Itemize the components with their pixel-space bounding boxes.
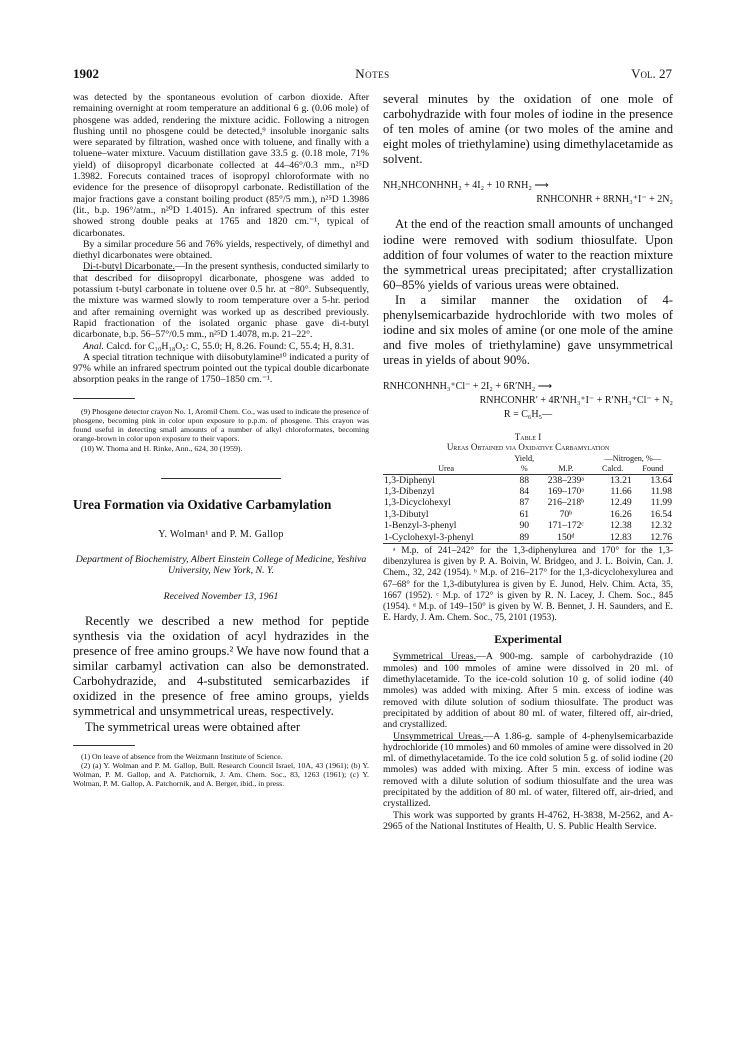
cell-found: 12.76 (650, 531, 672, 543)
table-row (383, 520, 673, 531)
cell-yield: 84 (519, 486, 530, 497)
cell-urea: 1,3-Dicyclohexyl (384, 497, 451, 509)
equation-2-line-2: RNHCONHR′ + 4R′NH₃⁺I⁻ + R′NH₃⁺Cl⁻ + N₂ (479, 395, 673, 407)
cell-urea: 1,3-Diphenyl (384, 474, 435, 486)
table-row (383, 509, 673, 520)
cell-mp: 70ᵇ (559, 508, 573, 520)
cell-mp: 169–170ᵃ (547, 486, 584, 497)
anal-label: Anal. (83, 340, 104, 352)
footnote-1: (1) On leave of absence from the Weizmann Institute of Science. (81, 751, 283, 761)
table-label: Table I (514, 432, 542, 443)
cell-urea: 1-Cyclohexyl-3-phenyl (384, 531, 474, 543)
cell-mp: 238–239ᵃ (547, 474, 584, 486)
cell-yield: 88 (519, 474, 530, 486)
experimental-heading: Experimental (494, 633, 562, 647)
header-found: Found (642, 464, 664, 473)
footnote-10: (10) W. Thoma and H. Rinke, Ann., 624, 30 (1959). (81, 443, 243, 453)
body-paragraph-1: Recently we described a new method for peptide synthesis via the oxidation of acyl hydrazides in the presence of free amino groups.² We have now found that a similar carbamyl activation can also be demonstrated. Carbohydrazide, and 4-substituted semicarbazides if oxidized in the presence of free amino groups, yields symmetrical and unsymmetrical ureas, respectively. (73, 613, 369, 719)
cell-calcd: 13.21 (610, 474, 632, 486)
cell-yield: 87 (519, 497, 530, 509)
equation-1-line-2: RNHCONHR + 8RNH₃⁺I⁻ + 2N₂ (536, 194, 673, 206)
acknowledgment: This work was supported by grants H-4762, H-3838, M-2562, and A-2965 of the National Institutes of Health, U. S. Public Health Service. (383, 809, 673, 832)
table-caption: Ureas Obtained via Oxidative Carbamylation (446, 442, 610, 453)
table-row (383, 497, 673, 508)
running-header (73, 66, 672, 82)
equation-2-line-1: RNHCONHNH₃⁺Cl⁻ + 2I₂ + 6R′NH₂ ⟶ (383, 381, 553, 393)
header-calcd: Calcd. (601, 464, 624, 473)
footnote-rule (73, 398, 135, 399)
table-header-row-2 (383, 464, 673, 474)
body-paragraph-4: At the end of the reaction small amounts of unchanged iodine were removed with sodium thiosulfate. Upon addition of four volumes of water to the reaction mixture the symmetrical ureas precipitated; after crystallization 60–85% yields of various ureas were obtained. (383, 217, 673, 292)
table-notes: ᵃ M.p. of 241–242° for the 1,3-diphenylurea and 170° for the 1,3-dibenzylurea is given by P. A. Boivin, W. Bridgeo, and J. L. Boivin, Can. J. Chem., 32, 242 (1954). ᵇ M.p. of 216–217° for the 1,3-dicyclohexylurea and 67–68° for the 1,3-dibutylurea is given by E. Junod, Helv. Chim. Acta, 35, 1667 (1952). ᶜ M.p. of 172° is given by R. N. Lacey, J. Chem. Soc., 845 (1954). ᵈ M.p. of 149–150° is given by W. B. Bennet, J. H. Saunders, and E. E. Hardy, J. Am. Chem. Soc., 75, 2101 (1953). (383, 546, 673, 624)
cell-yield: 90 (519, 520, 530, 532)
cell-mp: 171–172ᶜ (547, 520, 584, 532)
cell-yield: 89 (519, 531, 530, 543)
header-mp: M.P. (558, 464, 574, 473)
page-number: 1902 (73, 66, 99, 81)
equation-2-line-3: R = C₆H₅— (503, 409, 553, 421)
titration-paragraph: A special titration technique with diisobutylamine¹⁰ indicated a purity of 97% while an infrared spectrum pointed out the typical double dicarbonate absorption peaks in the range of 1750–1850 cm.⁻¹. (73, 351, 369, 386)
volume-label: Vol. 27 (631, 66, 672, 81)
authors: Y. Wolman¹ and P. M. Gallop (158, 528, 284, 540)
cell-calcd: 12.38 (610, 520, 632, 532)
left-column (73, 92, 369, 788)
cell-calcd: 16.26 (610, 508, 632, 520)
footnote-9: (9) Phosgene detector crayon No. 1, Aromil Chem. Co., was used to indicate the presence of phosgene, becoming pink in color upon exposure to p.p.m. of phosgene. This crayon was found useful in detecting small amounts of a number of alkyl chloroformates, becoming orange-brown in color upon exposure to their vapors. (73, 406, 369, 444)
body-paragraph-2: The symmetrical ureas were obtained after (85, 719, 301, 734)
section-name: Notes (355, 66, 390, 81)
prev-paragraph-1: was detected by the spontaneous evolution of carbon dioxide. After remaining overnight at room temperature an additional 6 g. (0.06 mole) of phosgene was added, rendering the mixture acidic. Following a nitrogen flushing until no phosgene could be detected,⁹ insoluble inorganic salts were separated by filtration, washed once with toluene, and finally with a toluene–water mixture. Vacuum distillation gave 33.5 g. (0.18 mole, 71% yield) of diisopropyl dicarbonate collected at 44–46°/0.3 mm., n²⁵D 1.3982. Forecuts contained traces of isopropyl chloroformate with no evidence for the presence of diisopropyl carbonate. Redistillation of the major fractions gave a constant boiling product (85°/5 mm.), n²⁵D 1.3986 (lit., b.p. 196°/atm., n²⁰D 1.4015). An infrared spectrum of this ester showed strong double peaks at 1765 and 1820 cm.⁻¹, typical of dicarbonates. (73, 92, 369, 239)
cell-found: 16.54 (650, 508, 672, 520)
equation-2 (383, 380, 673, 422)
anal-paragraph: Anal. Calcd. for C₁₀H₁₈O₅: C, 55.0; H, 8.26. Found: C, 55.4; H, 8.31. (83, 340, 355, 352)
dicarbonate-paragraph: Di-t-butyl Dicarbonate.—In the present synthesis, conducted similarly to that described for diisopropyl dicarbonate, phosgene was added to potassium t-butyl carbonate in toluene over 0.5 hr. at −80°. Subsequently, the mixture was warmed slowly to room temperature over a 5-hr. period and after remaining overnight was worked up as described previously. Rapid fractionation of the isolated organic phase gave di-t-butyl dicarbonate, b.p. 56–57°/0.5 mm., n²⁵D 1.4078, m.p. 21–22°. (73, 261, 370, 341)
equation-1 (383, 179, 673, 207)
article-title: Urea Formation via Oxidative Carbamylation (73, 496, 332, 512)
cell-found: 11.99 (650, 497, 672, 509)
body-paragraph-3: several minutes by the oxidation of one mole of carbohydrazide with four moles of iodine in the presence of ten moles of amine (or two moles of the amine and eight moles of triethylamine) using dimethylacetamide as solvent. (383, 92, 673, 167)
table-row (383, 474, 673, 486)
cell-urea: 1,3-Dibutyl (384, 508, 429, 520)
cell-calcd: 11.66 (610, 486, 632, 497)
footnote-rule-2 (73, 745, 135, 746)
header-urea: Urea (438, 464, 455, 473)
body-paragraph-5: In a similar manner the oxidation of 4-phenylsemicarbazide hydrochloride with two moles of iodine and six moles of amine (or one mole of the amine and five moles of triethylamine) gave unsymmetrical ureas in yields of about 90%. (383, 292, 673, 368)
right-column (383, 92, 673, 832)
cell-mp: 150ᵈ (557, 531, 575, 543)
table-header-row-1 (383, 454, 673, 464)
table-row (383, 532, 673, 543)
cell-calcd: 12.49 (610, 497, 632, 509)
symmetrical-heading: Symmetrical Ureas. (393, 651, 477, 663)
article-separator (161, 478, 281, 479)
experimental-paragraph-1: Symmetrical Ureas.—A 900-mg. sample of carbohydrazide (10 mmoles) and 100 mmoles of amine were dissolved in 20 ml. of dimethylacetamide. To the ice-cold solution 10 g. of solid iodine (40 mmoles) was added with mixing. After 5 min. excess of iodine was removed with dilute solution of sodium thiosulfate. The product was precipitated by addition of about 80 ml. of water, filtered off, air-dried, and crystallized. (383, 651, 673, 731)
footnote-2: (2) (a) Y. Wolman and P. M. Gallop, Bull. Research Council Israel, 10A, 43 (1961); (b) Y. Wolman, P. M. Gallop, and A. Patchornik, J. Am. Chem. Soc., 83, 1263 (1961); (c) Y. Wolman, P. M. Gallop, A. Patchornik, and A. Berger, ibid., in press. (73, 760, 369, 789)
unsymmetrical-heading: Unsymmetrical Ureas. (393, 730, 484, 742)
header-yield: Yield, (514, 454, 535, 464)
dicarbonate-heading: Di-t-butyl Dicarbonate. (83, 261, 175, 273)
cell-found: 13.64 (650, 474, 672, 486)
cell-yield: 61 (519, 508, 530, 520)
cell-calcd: 12.83 (610, 531, 632, 543)
table-bottom-rule (383, 543, 673, 544)
table-row (383, 486, 673, 497)
experimental-paragraph-2: Unsymmetrical Ureas.—A 1.86-g. sample of 4-phenylsemicarbazide hydrochloride (10 mmoles) and 60 mmoles of amine were dissolved in 20 ml. of dimethylacetamide. To the ice cold solution 5 g. of solid iodine (20 mmoles) was added with mixing. After 5 min. excess of iodine was removed with a dilute solution of sodium thiosulfate and the urea was precipitated by the addition of 80 ml. of water, filtered off, air-dried, and crystallized. (383, 730, 673, 810)
header-nitrogen: —Nitrogen, %— (604, 454, 661, 464)
cell-mp: 216–218ᵇ (547, 497, 585, 509)
equation-1-line-1: NH₂NHCONHNH₂ + 4I₂ + 10 RNH₂ ⟶ (383, 180, 549, 192)
cell-found: 11.98 (650, 486, 672, 497)
urea-table (383, 454, 673, 543)
received-date: Received November 13, 1961 (163, 590, 279, 602)
prev-paragraph-2: By a similar procedure 56 and 76% yields, respectively, of dimethyl and diethyl dicarbonates were obtained. (73, 238, 369, 262)
cell-urea: 1,3-Dibenzyl (384, 486, 435, 497)
cell-urea: 1-Benzyl-3-phenyl (384, 520, 457, 532)
affiliation: Department of Biochemistry, Albert Einstein College of Medicine, Yeshiva University, New York, N. Y. (75, 553, 367, 577)
cell-found: 12.32 (650, 520, 672, 532)
header-pct: % (520, 464, 528, 473)
